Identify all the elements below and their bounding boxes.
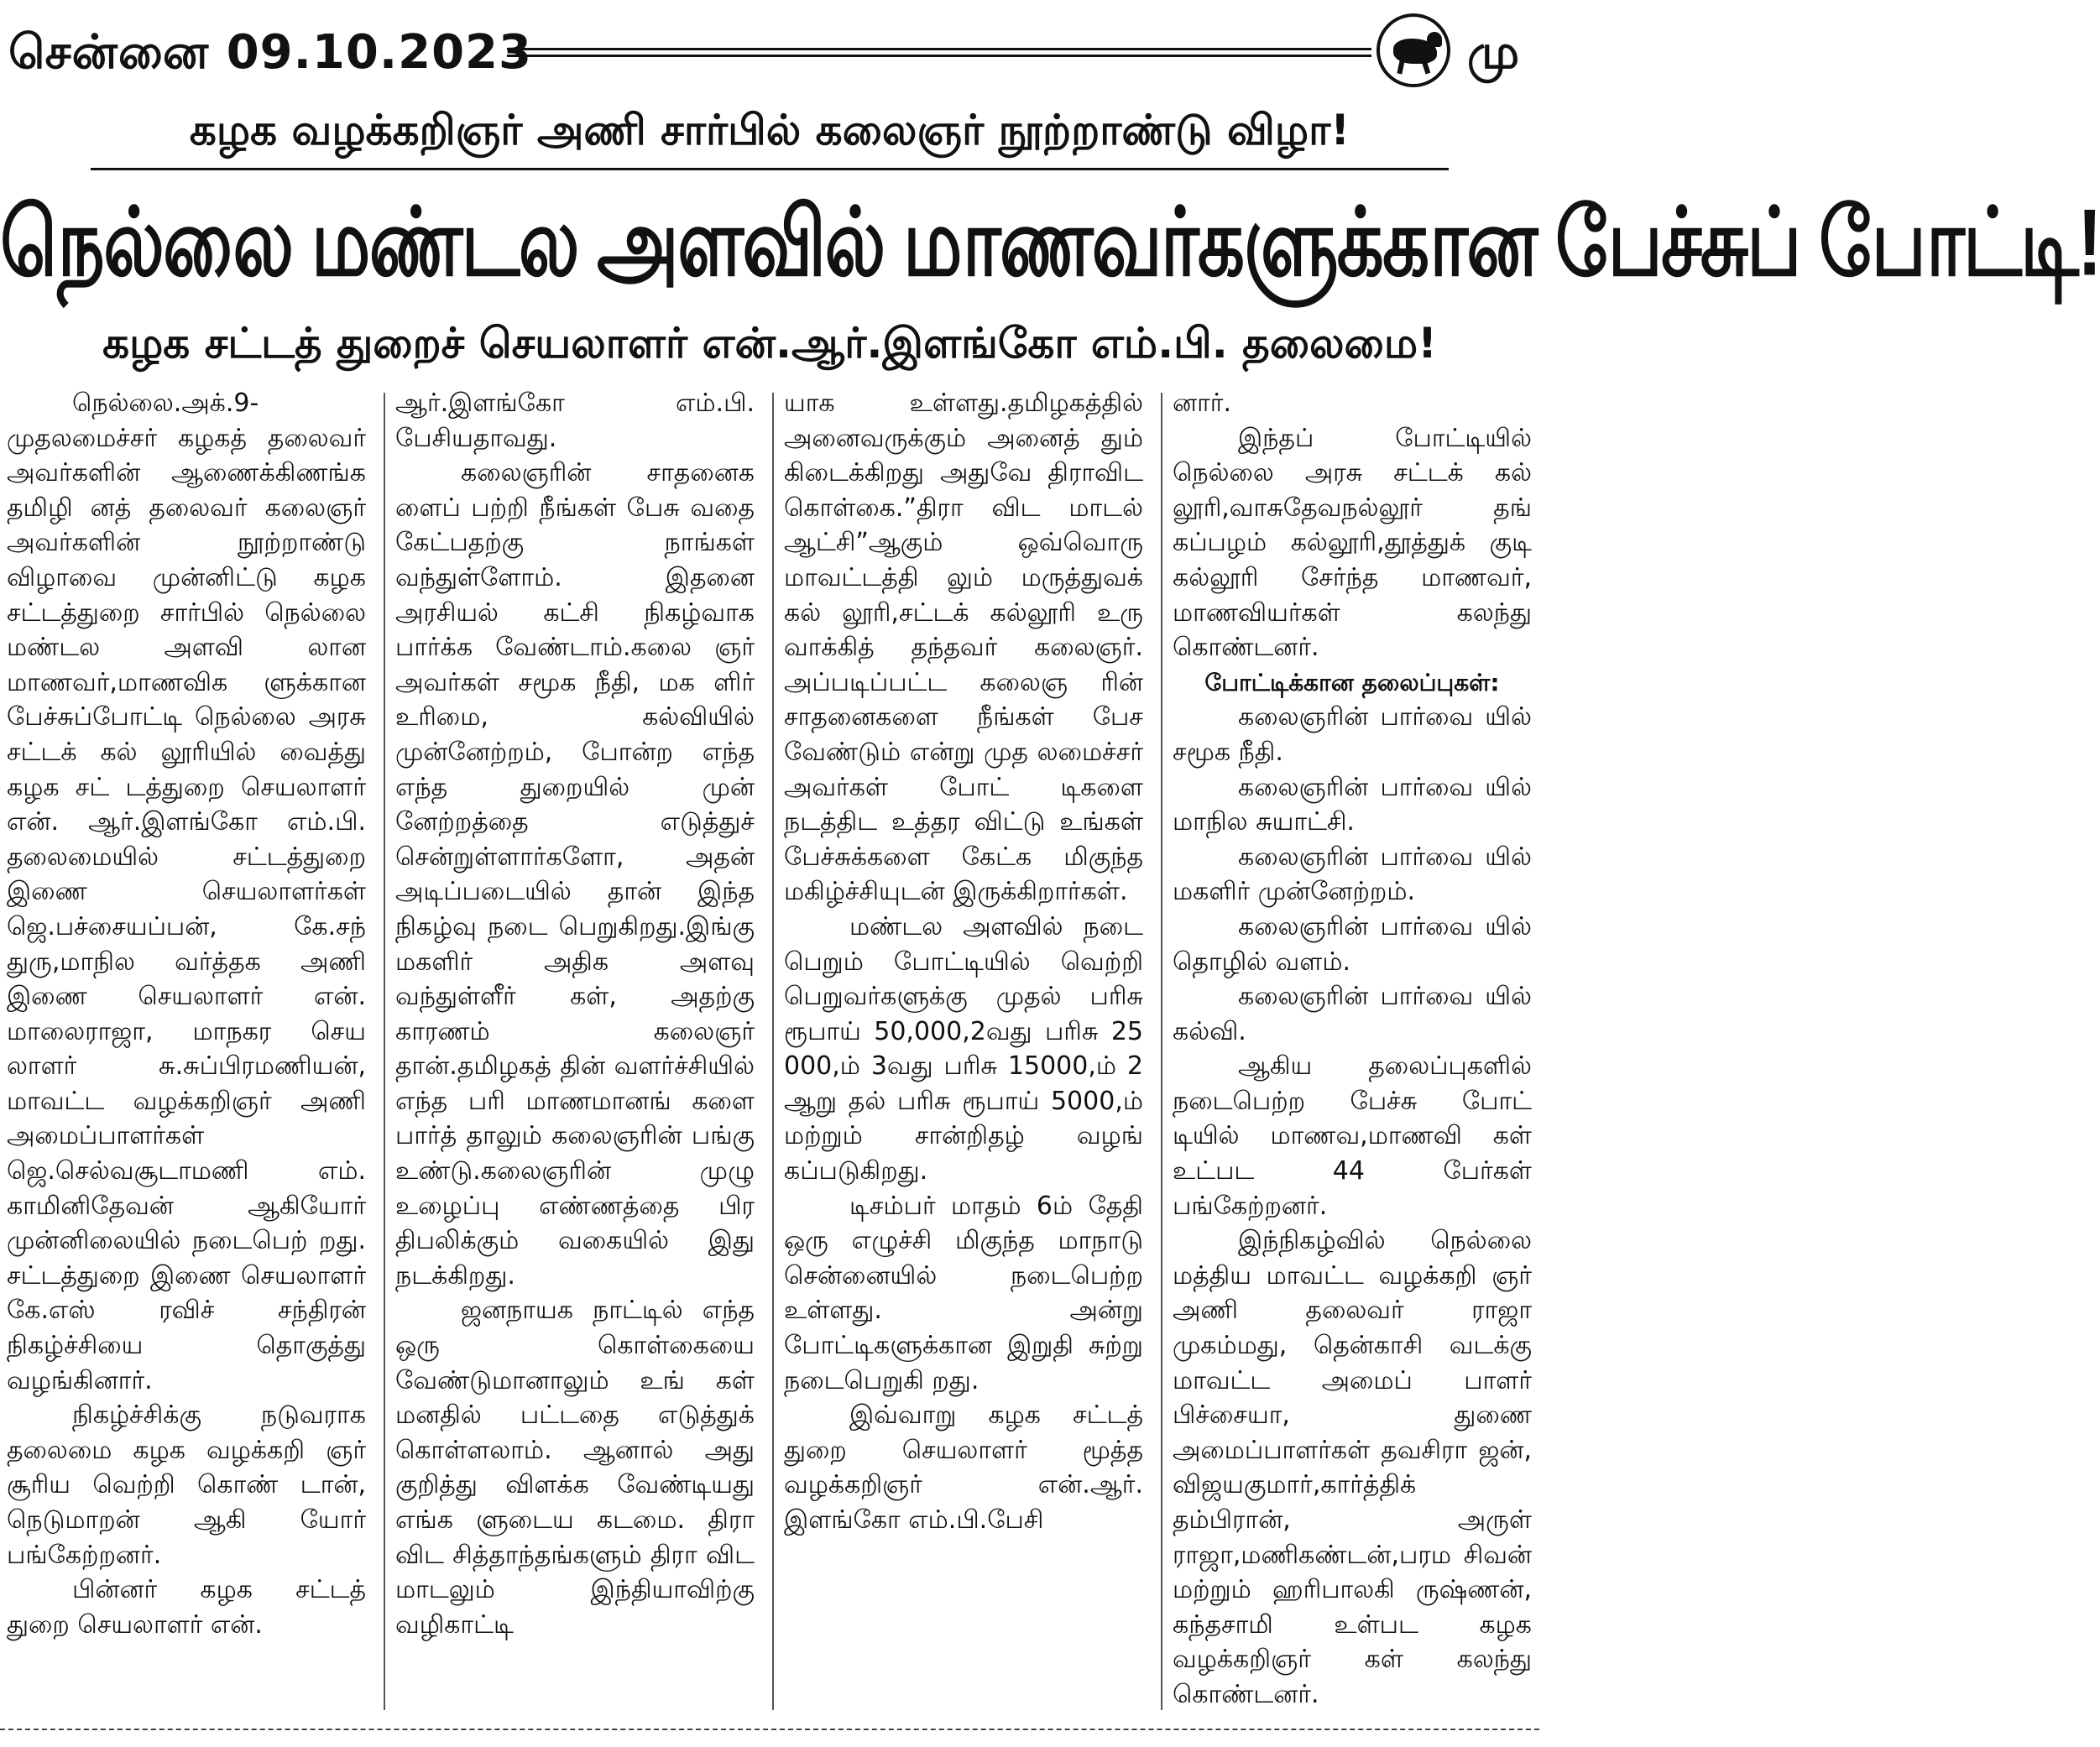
article-column-2	[395, 386, 755, 1716]
article-body	[7, 386, 1539, 1720]
bull-emblem-icon	[1376, 13, 1450, 87]
article-column-4	[1173, 386, 1532, 1716]
kicker-underline	[91, 168, 1449, 170]
topics-heading: போட்டிக்கான தலைப்புகள்:	[1204, 668, 1500, 696]
paragraph: நெல்லை.அக்.9- முதலமைச்சர் கழகத் தலைவர் அவர்களின் ஆணைக்கிணங்க தமிழி னத் தலைவர் கலைஞர் அவர்களின் நூற்றாண்டு விழாவை முன்னிட்டு கழக சட்டத்துறை சார்பில் நெல்லை மண்டல அளவி லான மாணவர்,மாணவிக ளுக்கான பேச்சுப்போட்டி நெல்லை அரசு சட்டக் கல் லூரியில் வைத்து கழக சட் டத்துறை செயலாளர் என். ஆர்.இளங்கோ எம்.பி. தலைமையில் சட்டத்துறை இணை செயலாளர்கள் ஜெ.பச்சையப்பன், கே.சந் துரு,மாநில வர்த்தக அணி இணை செயலாளர் என். மாலைராஜா, மாநகர செய லாளர் சு.சுப்பிரமணியன், மாவட்ட வழக்கறிஞர் அணி அமைப்பாளர்கள் ஜெ.செல்வசூடாமணி எம். காமினிதேவன் ஆகியோர் முன்னிலையில் நடைபெற் றது. சட்டத்துறை இணை செயலாளர் கே.எஸ் ரவிச் சந்திரன் நிகழ்ச்சியை தொகுத்து வழங்கினார்.	[7, 389, 366, 1395]
article-column-1	[7, 386, 366, 1716]
topic-item: கலைஞரின் பார்வை யில் தொழில் வளம்.	[1173, 911, 1532, 977]
footer-rule	[0, 1729, 1539, 1730]
topic-item: கலைஞரின் பார்வை யில் கல்வி.	[1173, 982, 1532, 1046]
main-headline: நெல்லை மண்டல அளவில் மாணவர்களுக்கான பேச்சுப் போட்டி!	[0, 189, 2100, 295]
sub-headline: கழக சட்டத் துறைச் செயலாளர் என்.ஆர்.இளங்கோ எம்.பி. தலைமை!	[102, 319, 1437, 368]
paper-name: மு	[1467, 25, 1520, 80]
topic-item: கலைஞரின் பார்வை யில் மகளிர் முன்னேற்றம்.	[1173, 842, 1532, 907]
column-divider	[772, 393, 774, 1710]
kicker-headline: கழக வழக்கறிஞர் அணி சார்பில் கலைஞர் நூற்றாண்டு விழா!	[189, 106, 1350, 154]
dateline: சென்னை 09.10.2023	[8, 25, 532, 80]
paragraph: நிகழ்ச்சிக்கு நடுவராக தலைமை கழக வழக்கறி ஞர் சூரிய வெற்றி கொண் டான், நெடுமாறன் ஆகி யோர் பங்கேற்றனர்.	[7, 1400, 366, 1570]
paragraph: இந்நிகழ்வில் நெல்லை மத்திய மாவட்ட வழக்கறி ஞர் அணி தலைவர் ராஜா முகம்மது, தென்காசி வடக்கு மாவட்ட அமைப் பாளர் பிச்சையா, துணை அமைப்பாளர்கள் தவசிரா ஜன், விஜயகுமார்,கார்த்திக் தம்பிரான், அருள் ராஜா,மணிகண்டன்,பரம சிவன் மற்றும் ஹரிபாலகி ருஷ்ணன், கந்தசாமி உள்பட கழக வழக்கறிஞர் கள் கலந்து கொண்டனர்.	[1173, 1226, 1532, 1709]
column-divider	[384, 393, 385, 1710]
paragraph: ஆகிய தலைப்புகளில் நடைபெற்ற பேச்சு போட் டியில் மாணவ,மாணவி கள் உட்பட 44 பேர்கள் பங்கேற்றனர்.	[1173, 1051, 1532, 1221]
column-divider	[1161, 393, 1162, 1710]
paragraph: மண்டல அளவில் நடை பெறும் போட்டியில் வெற்றி பெறுவர்களுக்கு முதல் பரிசு ரூபாய் 50,000,2வது பரிசு 25 000,ம் 3வது பரிசு 15000,ம் 2 ஆறு தல் பரிசு ரூபாய் 5000,ம் மற்றும் சான்றிதழ் வழங் கப்படுகிறது.	[784, 911, 1143, 1186]
masthead-rule	[507, 48, 1371, 57]
paragraph: டிசம்பர் மாதம் 6ம் தேதி ஒரு எழுச்சி மிகுந்த மாநாடு சென்னையில் நடைபெற்ற உள்ளது. அன்று போட்டிகளுக்கான இறுதி சுற்று நடைபெறுகி றது.	[784, 1191, 1143, 1395]
paragraph: னார்.	[1173, 389, 1231, 418]
paragraph: இவ்வாறு கழக சட்டத் துறை செயலாளர் மூத்த வழக்கறிஞர் என்.ஆர். இளங்கோ எம்.பி.பேசி	[784, 1400, 1143, 1535]
paragraph: யாக உள்ளது.தமிழகத்தில் அனைவருக்கும் அனைத் தும் கிடைக்கிறது அதுவே திராவிட கொள்கை.”திரா விட மாடல் ஆட்சி”ஆகும் ஒவ்வொரு மாவட்டத்தி லும் மருத்துவக் கல் லூரி,சட்டக் கல்லூரி உரு வாக்கித் தந்தவர் கலைஞர். அப்படிப்பட்ட கலைஞ ரின் சாதனைகளை நீங்கள் பேச வேண்டும் என்று முத லமைச்சர் அவர்கள் போட் டிகளை நடத்திட உத்தர விட்டு உங்கள் பேச்சுக்களை கேட்க மிகுந்த மகிழ்ச்சியுடன் இருக்கிறார்கள்.	[784, 389, 1143, 907]
paragraph: பின்னர் கழக சட்டத் துறை செயலாளர் என்.	[7, 1575, 366, 1640]
masthead	[0, 0, 1539, 107]
article-column-3	[784, 386, 1143, 1716]
topic-item: கலைஞரின் பார்வை யில் மாநில சுயாட்சி.	[1173, 772, 1532, 837]
paragraph: ஆர்.இளங்கோ எம்.பி. பேசியதாவது.	[395, 389, 755, 453]
topic-item: கலைஞரின் பார்வை யில் சமூக நீதி.	[1173, 702, 1532, 767]
paragraph: ஜனநாயக நாட்டில் எந்த ஒரு கொள்கையை வேண்டுமானாலும் உங் கள் மனதில் பட்டதை எடுத்துக் கொள்ளலாம். ஆனால் அது குறித்து விளக்க வேண்டியது எங்க ளுடைய கடமை. திரா விட சித்தாந்தங்களும் திரா விட மாடலும் இந்தியாவிற்கு வழிகாட்டி	[395, 1296, 755, 1640]
paragraph: இந்தப் போட்டியில் நெல்லை அரசு சட்டக் கல் லூரி,வாசுதேவநல்லூர் தங் கப்பழம் கல்லூரி,தூத்துக் குடி கல்லூரி சேர்ந்த மாணவர், மாணவியர்கள் கலந்து கொண்டனர்.	[1173, 423, 1532, 663]
paragraph: கலைஞரின் சாதனைக ளைப் பற்றி நீங்கள் பேசு வதை கேட்பதற்கு நாங்கள் வந்துள்ளோம். இதனை அரசியல் கட்சி நிகழ்வாக பார்க்க வேண்டாம்.கலை ஞர் அவர்கள் சமூக நீதி, மக ளிர் உரிமை, கல்வியில் முன்னேற்றம், போன்ற எந்த எந்த துறையில் முன் னேற்றத்தை எடுத்துச் சென்றுள்ளார்களோ, அதன் அடிப்படையில் தான் இந்த நிகழ்வு நடை பெறுகிறது.இங்கு மகளிர் அதிக அளவு வந்துள்ளீர் கள், அதற்கு காரணம் கலைஞர் தான்.தமிழகத் தின் வளர்ச்சியில் எந்த பரி மாணமானங் களை பார்த் தாலும் கலைஞரின் பங்கு உண்டு.கலைஞரின் முழு உழைப்பு எண்ணத்தை பிர திபலிக்கும் வகையில் இது நடக்கிறது.	[395, 458, 755, 1291]
